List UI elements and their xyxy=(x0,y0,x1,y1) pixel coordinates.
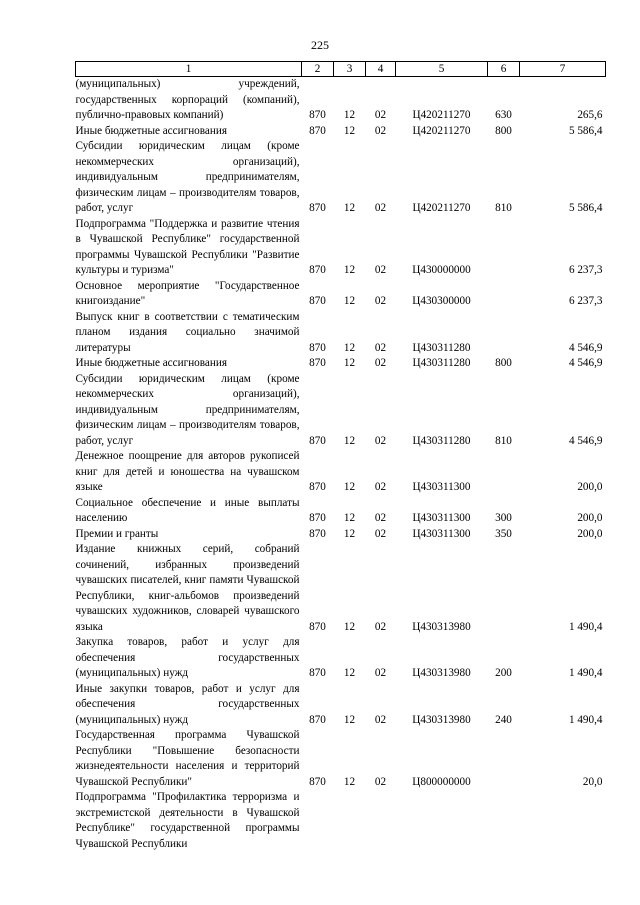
amount: 1 490,4 xyxy=(568,667,603,679)
row-description-text: Социальное обеспечение и иные выплаты населению xyxy=(75,496,300,524)
department-code: 870 xyxy=(309,295,326,307)
table-row xyxy=(76,635,606,682)
section-code: 12 xyxy=(343,357,356,369)
row-description-text: Денежное поощрение для авторов рукописей книг для детей и юношества на чувашском языке xyxy=(75,450,300,493)
row-description-text: Выпуск книг в соответствии с тематическим планом издания социально значимой литературы xyxy=(75,310,300,354)
row-description-text: Субсидии юридическим лицам (кроме некоммерческих организаций), индивидуальным предпринимателям, физическим лицам – производителям товаров, работ, услуг xyxy=(75,372,300,447)
row-description-text: Издание книжных серий, собраний сочинений, избранных произведений чувашских писателей, книг памяти Чувашской Республики, книг-альбомов произведений чувашских художников, словарей чувашского языка xyxy=(75,543,300,633)
expense-type-code xyxy=(488,310,520,357)
table-row xyxy=(76,139,606,217)
target-article-code: Ц430000000 xyxy=(412,264,471,276)
column-header-5: 5 xyxy=(396,62,488,77)
amount: 5 586,4 xyxy=(568,124,603,137)
amount: 200,0 xyxy=(577,512,603,524)
row-description xyxy=(76,356,302,372)
section-code: 12 xyxy=(343,109,356,121)
department-code: 870 xyxy=(309,512,326,524)
target-article-code: Ц430300000 xyxy=(412,295,471,307)
table-row xyxy=(76,217,606,279)
table-row xyxy=(76,372,606,450)
expense-type-code: 350 xyxy=(495,527,512,540)
row-description-text: Иные бюджетные ассигнования xyxy=(75,357,227,369)
expense-type-code xyxy=(488,790,520,852)
amount: 200,0 xyxy=(577,481,603,493)
expense-type-code: 630 xyxy=(495,109,512,121)
row-description xyxy=(76,496,302,527)
target-article-code: Ц430311280 xyxy=(412,341,471,354)
section-code: 12 xyxy=(343,341,356,354)
department-code: 870 xyxy=(309,341,326,354)
department-code: 870 xyxy=(309,109,326,121)
section-code: 12 xyxy=(343,713,356,726)
department-code: 870 xyxy=(309,202,326,214)
amount: 4 546,9 xyxy=(568,357,603,369)
column-header-1: 1 xyxy=(76,62,302,77)
row-description-text: Иные закупки товаров, работ и услуг для обеспечения государственных (муниципальных) нужд xyxy=(75,682,300,726)
subsection-code: 02 xyxy=(374,357,387,369)
subsection-code: 02 xyxy=(374,202,387,214)
subsection-code xyxy=(366,790,396,852)
row-description xyxy=(76,372,302,450)
row-description xyxy=(76,139,302,217)
target-article-code: Ц430313980 xyxy=(412,620,471,633)
subsection-code: 02 xyxy=(374,713,387,726)
department-code: 870 xyxy=(309,713,326,726)
subsection-code: 02 xyxy=(374,109,387,121)
row-description xyxy=(76,124,302,140)
section-code: 12 xyxy=(343,620,356,633)
target-article-code: Ц430313980 xyxy=(412,667,471,679)
subsection-code: 02 xyxy=(374,481,387,493)
row-description xyxy=(76,635,302,682)
amount: 4 546,9 xyxy=(568,434,603,447)
department-code: 870 xyxy=(309,357,326,369)
target-article-code: Ц420211270 xyxy=(412,109,471,121)
department-code xyxy=(302,790,334,852)
subsection-code: 02 xyxy=(374,775,387,788)
department-code: 870 xyxy=(309,124,326,137)
section-code: 12 xyxy=(343,124,356,137)
expense-type-code: 240 xyxy=(495,713,512,726)
department-code: 870 xyxy=(309,434,326,447)
table-row xyxy=(76,496,606,527)
amount: 6 237,3 xyxy=(568,295,603,307)
target-article-code: Ц430313980 xyxy=(412,713,471,726)
subsection-code: 02 xyxy=(374,620,387,633)
table-row xyxy=(76,279,606,310)
row-description xyxy=(76,217,302,279)
column-header-4: 4 xyxy=(366,62,396,77)
expense-type-code xyxy=(488,279,520,310)
row-description xyxy=(76,310,302,357)
amount: 1 490,4 xyxy=(568,620,603,633)
table-row xyxy=(76,77,606,124)
section-code: 12 xyxy=(343,202,356,214)
column-header-3: 3 xyxy=(334,62,366,77)
table-row xyxy=(76,527,606,543)
expense-type-code: 200 xyxy=(495,667,512,679)
section-code: 12 xyxy=(343,264,356,276)
table-body xyxy=(76,77,606,853)
table-row xyxy=(76,356,606,372)
subsection-code: 02 xyxy=(374,341,387,354)
row-description-text: Подпрограмма "Поддержка и развитие чтения в Чувашской Республике" государственной программы Чувашской Республики "Развитие культуры и туризма" xyxy=(75,217,300,276)
expense-type-code: 800 xyxy=(495,124,512,137)
table-row xyxy=(76,124,606,140)
table-row xyxy=(76,542,606,635)
row-description-text: Иные бюджетные ассигнования xyxy=(75,124,227,137)
subsection-code: 02 xyxy=(374,512,387,524)
table-header-row xyxy=(76,62,606,77)
target-article-code: Ц420211270 xyxy=(412,202,471,214)
row-description xyxy=(76,790,302,852)
target-article-code: Ц430311280 xyxy=(412,434,471,447)
expense-type-code: 810 xyxy=(495,434,512,447)
amount: 20,0 xyxy=(582,775,603,788)
budget-table xyxy=(75,61,606,852)
page-number: 225 xyxy=(311,38,329,52)
row-description-text: Государственная программа Чувашской Республики "Повышение безопасности жизнедеятельности населения и территорий Чувашской Республики" xyxy=(75,729,300,788)
row-description-text: Закупка товаров, работ и услуг для обеспечения государственных (муниципальных) нужд xyxy=(75,636,300,679)
department-code: 870 xyxy=(309,620,326,633)
row-description xyxy=(76,542,302,635)
target-article-code: Ц420211270 xyxy=(412,124,471,137)
section-code xyxy=(334,790,366,852)
subsection-code: 02 xyxy=(374,124,387,137)
row-description-text: Подпрограмма "Профилактика терроризма и экстремистской деятельности в Чувашской Республике" государственной программы Чувашской Республики xyxy=(75,791,300,850)
target-article-code xyxy=(396,790,488,852)
amount: 200,0 xyxy=(577,527,603,540)
table-row xyxy=(76,790,606,852)
row-description xyxy=(76,527,302,543)
subsection-code: 02 xyxy=(374,667,387,679)
expense-type-code: 800 xyxy=(495,357,512,369)
section-code: 12 xyxy=(343,527,356,540)
amount xyxy=(520,790,606,852)
department-code: 870 xyxy=(309,264,326,276)
table-row xyxy=(76,449,606,496)
table-row xyxy=(76,682,606,729)
expense-type-code xyxy=(488,217,520,279)
expense-type-code: 300 xyxy=(495,512,512,524)
amount: 5 586,4 xyxy=(568,202,603,214)
expense-type-code xyxy=(488,728,520,790)
subsection-code: 02 xyxy=(374,264,387,276)
section-code: 12 xyxy=(343,775,356,788)
section-code: 12 xyxy=(343,434,356,447)
expense-type-code: 810 xyxy=(495,202,512,214)
row-description xyxy=(76,279,302,310)
table-row xyxy=(76,728,606,790)
row-description-text: (муниципальных) учреждений, государственных корпораций (компаний), публично-правовых компаний) xyxy=(75,78,300,121)
expense-type-code xyxy=(488,542,520,635)
department-code: 870 xyxy=(309,527,326,540)
target-article-code: Ц430311280 xyxy=(412,357,471,369)
target-article-code: Ц430311300 xyxy=(412,527,471,540)
row-description-text: Основное мероприятие "Государственное книгоиздание" xyxy=(75,279,300,307)
section-code: 12 xyxy=(343,481,356,493)
amount: 6 237,3 xyxy=(568,264,603,276)
amount: 265,6 xyxy=(577,109,603,121)
subsection-code: 02 xyxy=(374,434,387,447)
column-header-2: 2 xyxy=(302,62,334,77)
department-code: 870 xyxy=(309,481,326,493)
target-article-code: Ц430311300 xyxy=(412,481,471,493)
column-header-7: 7 xyxy=(520,62,606,77)
row-description xyxy=(76,77,302,124)
amount: 4 546,9 xyxy=(568,341,603,354)
row-description-text: Субсидии юридическим лицам (кроме некоммерческих организаций), индивидуальным предпринимателям, физическим лицам – производителям товаров, работ, услуг xyxy=(75,140,300,214)
target-article-code: Ц430311300 xyxy=(412,512,471,524)
table-row xyxy=(76,310,606,357)
subsection-code: 02 xyxy=(374,295,387,307)
section-code: 12 xyxy=(343,667,356,679)
expense-type-code xyxy=(488,449,520,496)
amount: 1 490,4 xyxy=(568,713,603,726)
department-code: 870 xyxy=(309,667,326,679)
target-article-code: Ц800000000 xyxy=(412,775,471,788)
row-description xyxy=(76,728,302,790)
section-code: 12 xyxy=(343,295,356,307)
department-code: 870 xyxy=(309,775,326,788)
column-header-6: 6 xyxy=(488,62,520,77)
row-description xyxy=(76,682,302,729)
row-description-text: Премии и гранты xyxy=(75,527,159,540)
row-description xyxy=(76,449,302,496)
section-code: 12 xyxy=(343,512,356,524)
subsection-code: 02 xyxy=(374,527,387,540)
